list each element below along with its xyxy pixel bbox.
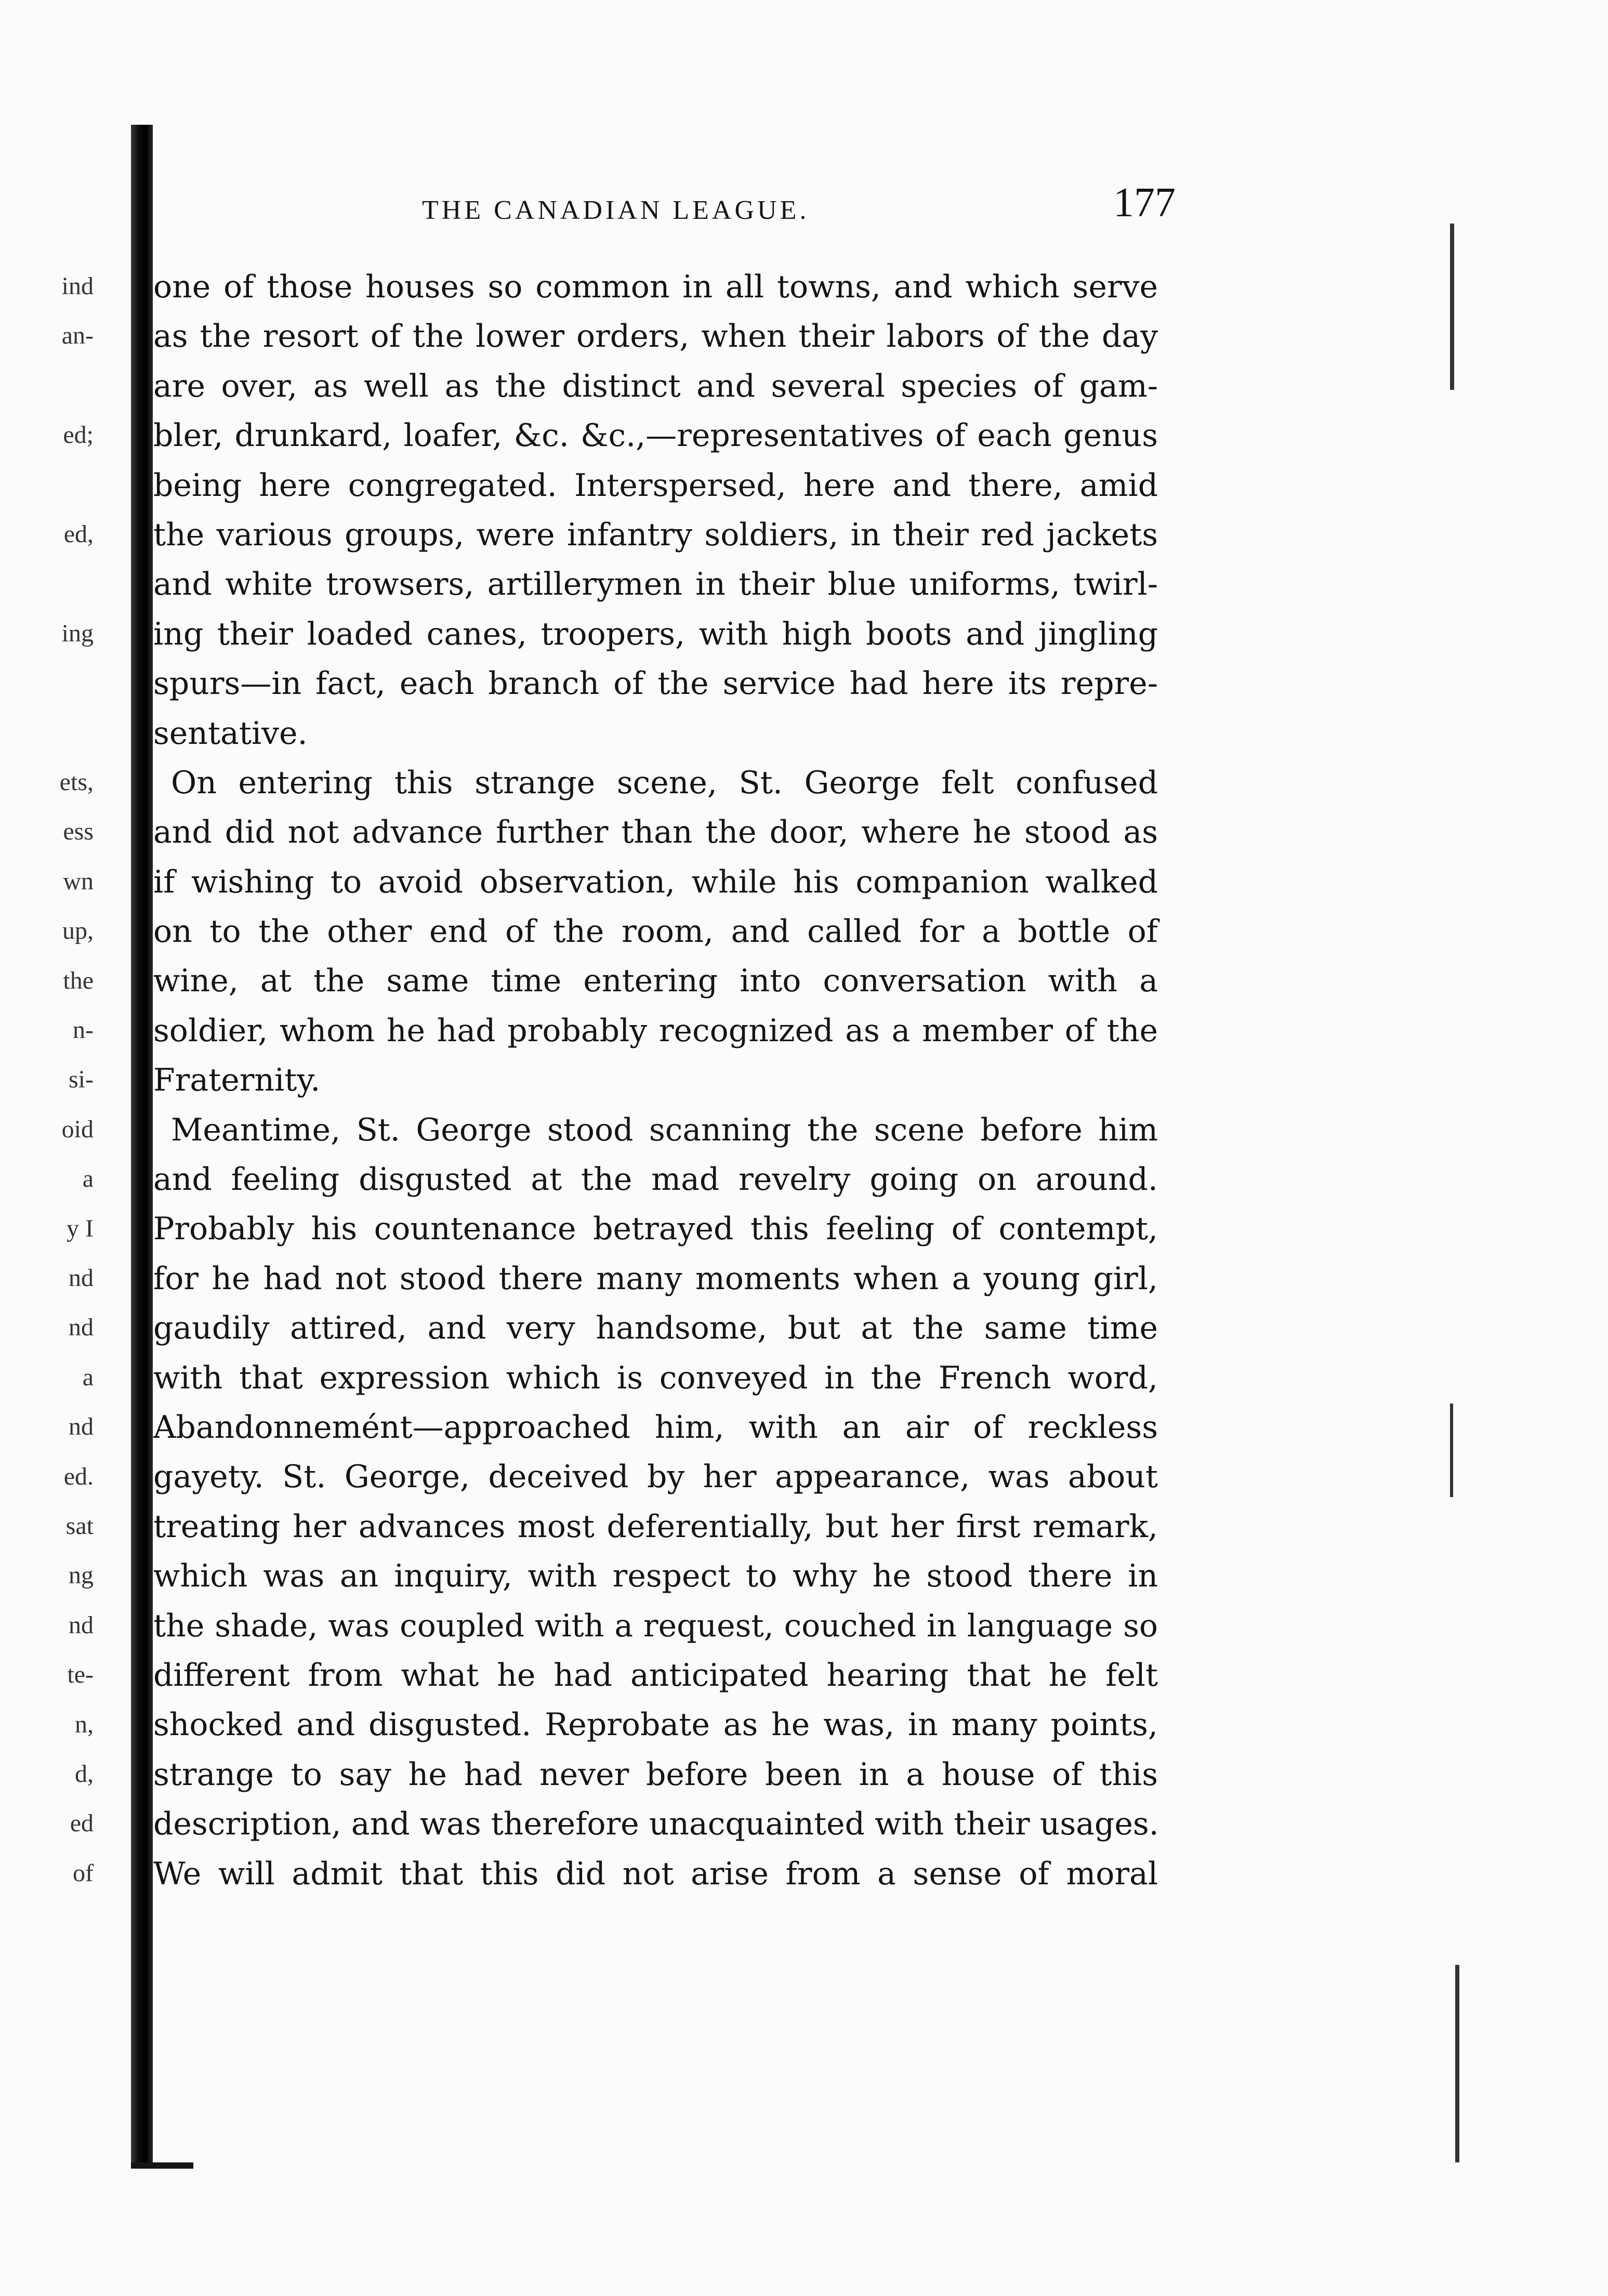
margin-fragment: an- [61,322,94,350]
margin-fragment: ng [69,1562,94,1590]
text-line: which was an inquiry, with respect to why he stood there in [153,1558,1158,1595]
running-title: THE CANADIAN LEAGUE. [422,195,810,225]
text-line: description, and was therefore unacquainted with their usages. [153,1806,1159,1843]
text-line: as the resort of the lower orders, when their labors of the day [153,318,1158,355]
margin-fragment: si- [69,1066,94,1094]
text-line: bler, drunkard, loafer, &c. &c.,—representatives of each genus [153,417,1158,454]
text-line: for he had not stood there many moments when a young girl, [153,1260,1158,1297]
margin-fragment: a [82,1363,94,1391]
page-binding-foot [131,2162,193,2169]
text-line: wine, at the same time entering into conversation with a [153,963,1158,1000]
margin-fragment: nd [69,1264,94,1292]
margin-fragment: n- [73,1016,94,1044]
margin-fragment: ed [70,1809,94,1838]
text-line: are over, as well as the distinct and several species of gam- [153,368,1158,404]
text-line: if wishing to avoid observation, while his companion walked [153,863,1158,900]
page-header [422,174,1176,252]
margin-fragment: y I [67,1214,94,1242]
text-line: the various groups, were infantry soldiers, in their red jackets [153,516,1158,553]
text-line: sentative. [153,715,308,752]
margin-fragment: nd [69,1314,94,1342]
text-line: ing their loaded canes, troopers, with high boots and jingling [153,615,1158,652]
right-edge-mark [1450,224,1454,390]
margin-fragment: ets, [59,768,94,796]
text-line: the shade, was coupled with a request, couched in language so [153,1607,1158,1644]
text-line: gayety. St. George, deceived by her appearance, was about [153,1459,1158,1495]
text-line: with that expression which is conveyed in the French word, [153,1359,1158,1396]
margin-fragment: of [73,1859,94,1887]
margin-fragment: sat [65,1512,94,1540]
margin-fragment: oid [61,1115,94,1143]
margin-fragment: up, [62,917,94,945]
text-line: We will admit that this did not arise from a sense of moral [153,1855,1158,1892]
margin-fragment: ind [61,272,94,300]
page-number: 177 [1113,180,1176,226]
page-binding-shadow [131,125,153,2168]
margin-fragment: the [63,966,94,994]
text-line: being here congregated. Interspersed, here and there, amid [153,467,1158,504]
right-edge-mark [1455,1965,1459,2162]
text-line: Meantime, St. George stood scanning the scene before him [171,1111,1158,1148]
margin-fragment: a [82,1165,94,1193]
text-line: and white trowsers, artillerymen in their blue uniforms, twirl- [153,566,1158,603]
text-line: Fraternity. [153,1062,321,1099]
text-line: strange to say he had never before been in a house of this [153,1756,1158,1793]
text-line: on to the other end of the room, and called for a bottle of [153,913,1158,950]
text-line: one of those houses so common in all towns, and which serve [153,269,1158,305]
margin-fragment: nd [69,1611,94,1639]
text-line: soldier, whom he had probably recognized as a member of the [153,1012,1158,1049]
text-line: different from what he had anticipated hearing that he felt [153,1657,1158,1694]
text-line: and feeling disgusted at the mad revelry going on around. [153,1161,1158,1198]
text-line: gaudily attired, and very handsome, but at the same time [153,1310,1158,1347]
right-edge-mark [1450,1403,1453,1497]
margin-fragment: ed; [63,421,94,449]
margin-fragment: ess [63,818,94,846]
margin-fragment: nd [69,1413,94,1441]
text-line: Probably his countenance betrayed this feeling of contempt, [153,1211,1158,1248]
margin-fragment: te- [67,1661,94,1689]
margin-fragment: ed, [63,520,94,548]
text-line: treating her advances most deferentially, but her first remark, [153,1508,1158,1545]
margin-fragment: d, [75,1760,94,1788]
text-line: spurs—in fact, each branch of the service had here its repre- [153,665,1158,702]
margin-fragment: wn [63,867,94,895]
text-line: and did not advance further than the door, where he stood as [153,814,1158,851]
text-line: Abandonnemént—approached him, with an air of reckless [153,1409,1158,1446]
margin-fragment: ing [61,619,94,647]
text-line: shocked and disgusted. Reprobate as he was, in many points, [153,1707,1158,1743]
margin-fragment: ed. [63,1462,94,1490]
body-text [153,263,1158,1899]
text-line: On entering this strange scene, St. George felt confused [171,764,1158,801]
margin-fragment: n, [75,1710,94,1738]
